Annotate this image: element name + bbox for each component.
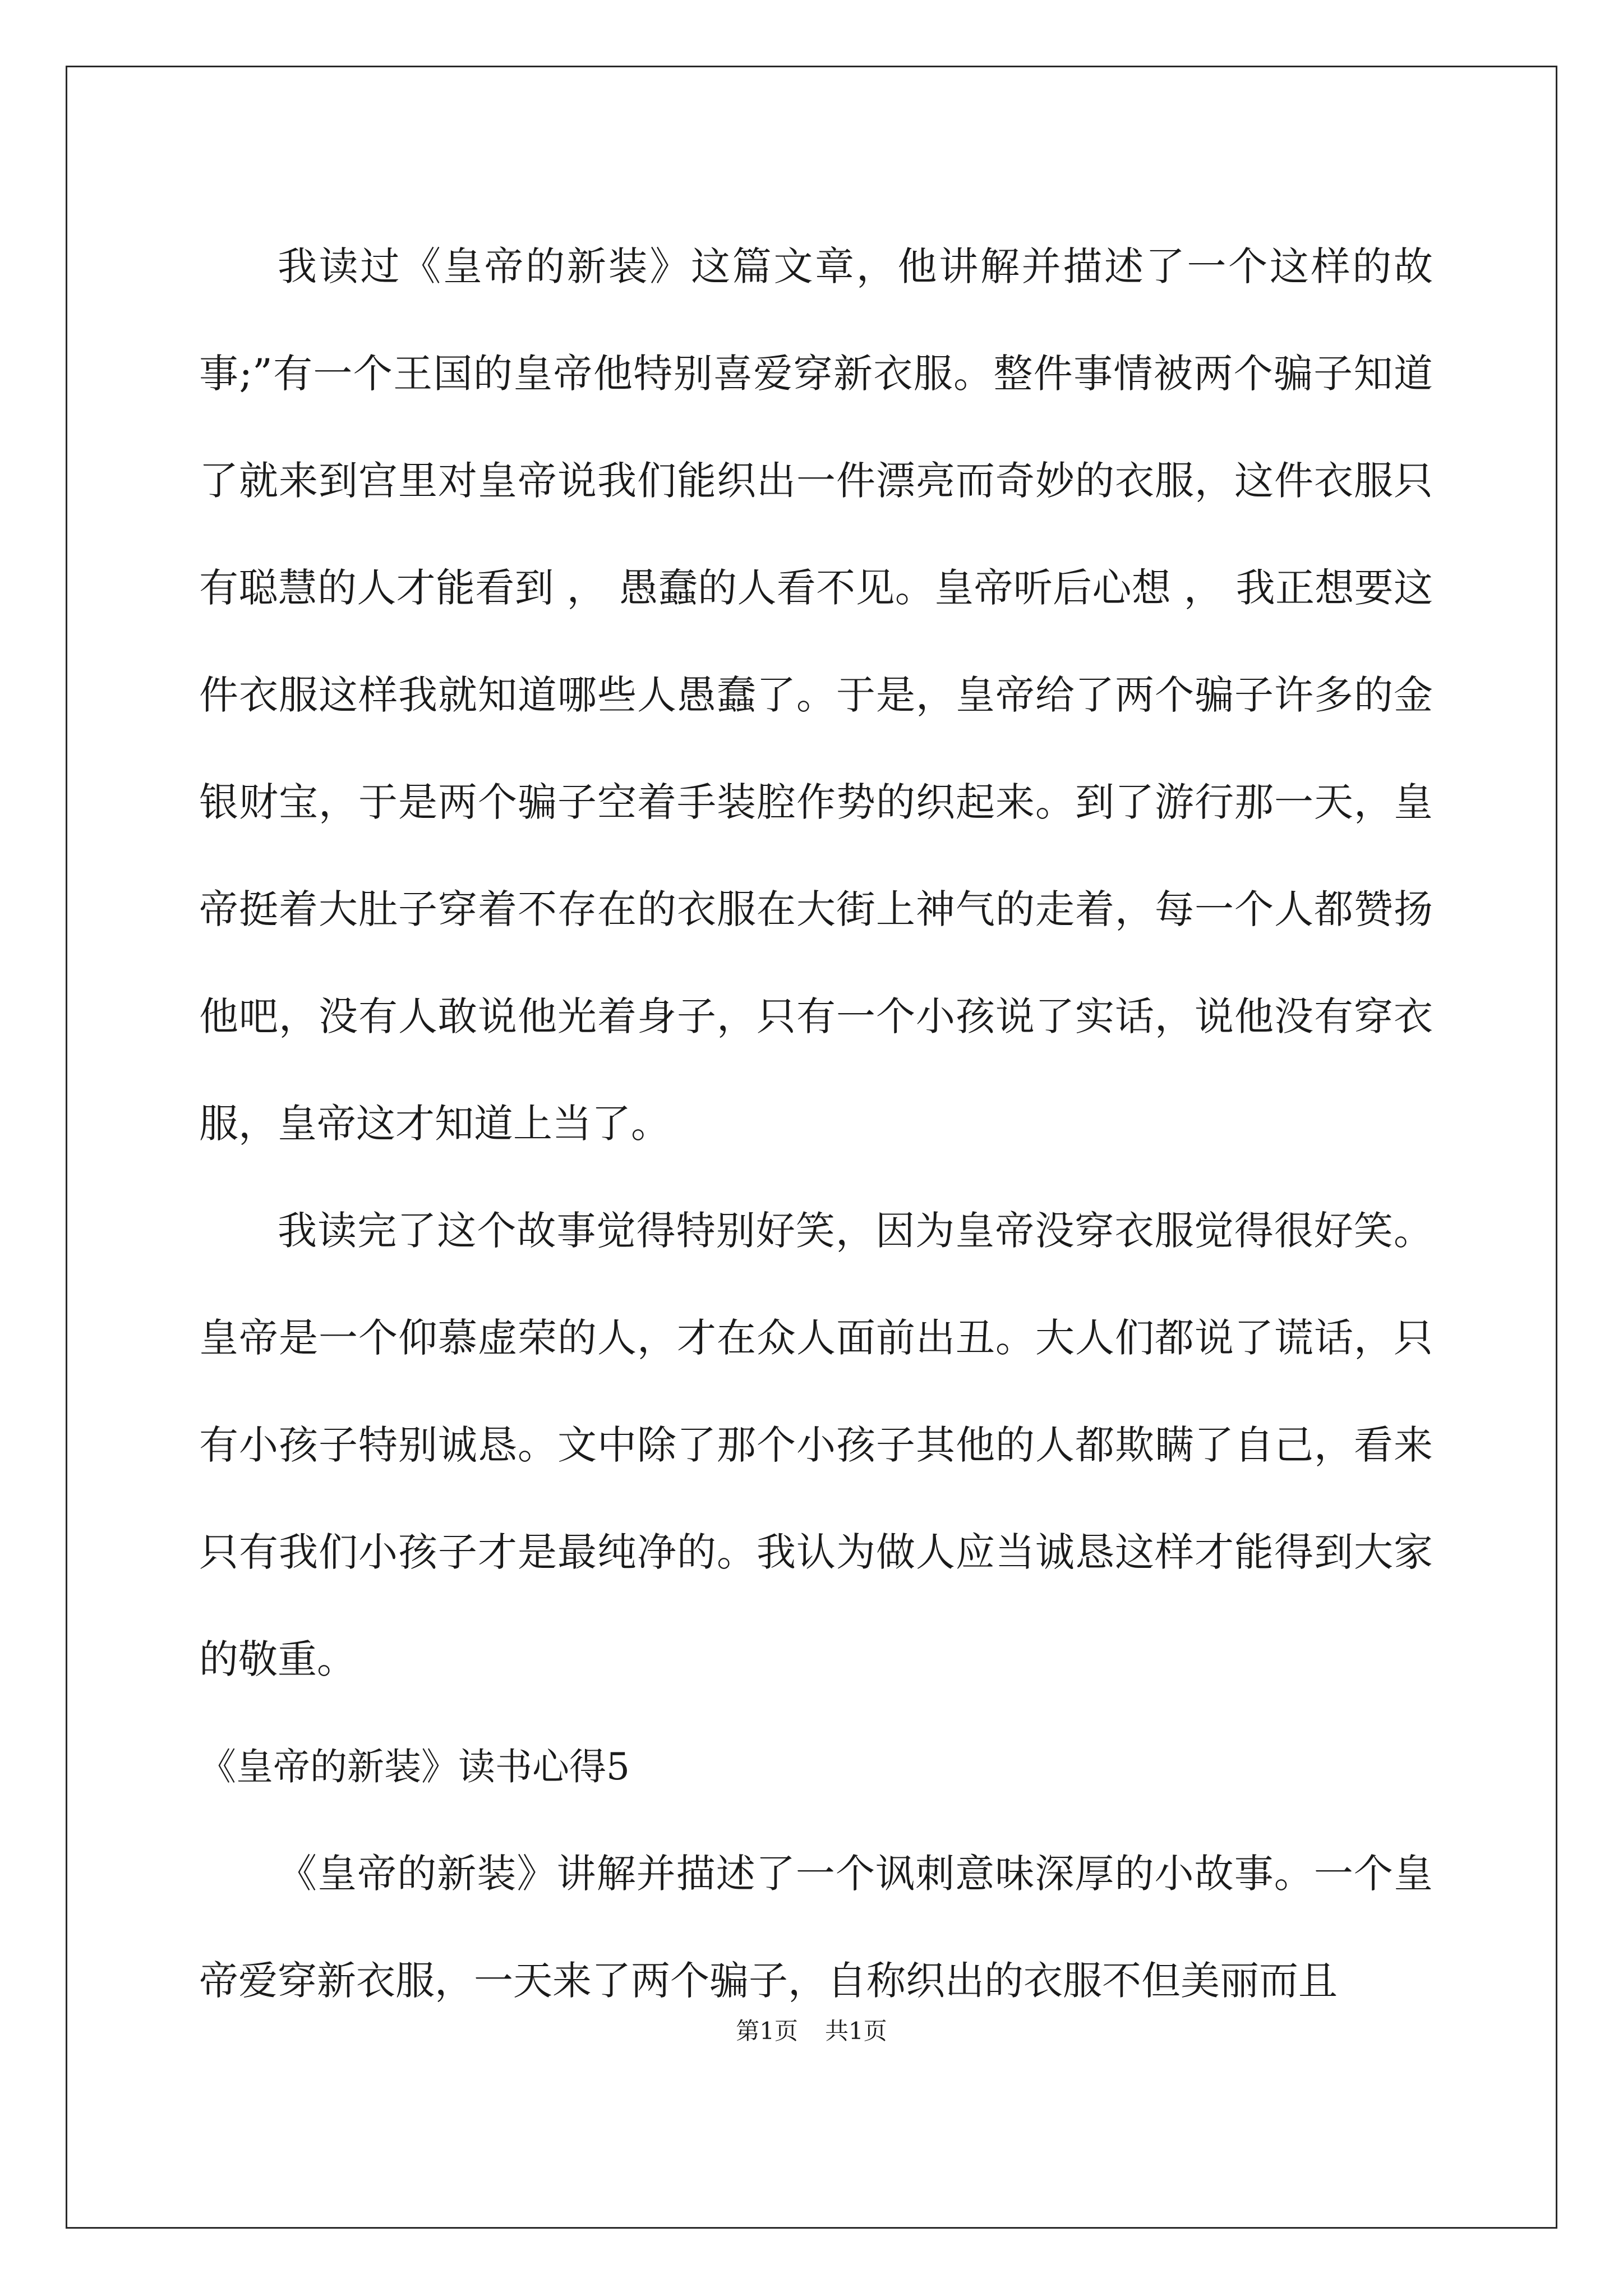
paragraph-1: 我读过《皇帝的新装》这篇文章，他讲解并描述了一个这样的故事;”有一个王国的皇帝他特别喜爱穿新衣服。整件事情被两个骗子知道了就来到宫里对皇帝说我们能织出一件漂亮而奇妙的衣服，这件衣服只有聪慧的人才能看到 ， 愚蠢的人看不见。皇帝听后心想 ， 我正想要这件衣服这样我就知道哪些人愚蠢了。于是，皇帝给了两个骗子许多的金银财宝，于是两个骗子空着手装腔作势的织起来。到了游行那一天，皇帝挺着大肚子穿着不存在的衣服在大街上神气的走着，每一个人都赞扬他吧，没有人敢说他光着身子，只有一个小孩说了实话，说他没有穿衣服，皇帝这才知道上当了。: [199, 243, 1433, 1147]
paragraph-2: 我读完了这个故事觉得特别好笑，因为皇帝没穿衣服觉得很好笑。皇帝是一个仰慕虚荣的人，才在众人面前出丑。大人们都说了谎话，只有小孩子特别诚恳。文中除了那个小孩子其他的人都欺瞒了自己，看来只有我们小孩子才是最纯净的。我认为做人应当诚恳这样才能得到大家的敬重。: [199, 1208, 1433, 1682]
page-number: 第1页: [736, 2017, 798, 2045]
page-footer: [0, 2013, 1623, 2046]
page-total: 共1页: [825, 2017, 887, 2045]
document-body: [199, 213, 1433, 2035]
section-heading: 《皇帝的新装》读书心得5: [199, 1745, 630, 1788]
paragraph-3: 《皇帝的新装》讲解并描述了一个讽刺意味深厚的小故事。一个皇帝爱穿新衣服，一天来了两个骗子，自称织出的衣服不但美丽而且: [199, 1851, 1433, 2004]
